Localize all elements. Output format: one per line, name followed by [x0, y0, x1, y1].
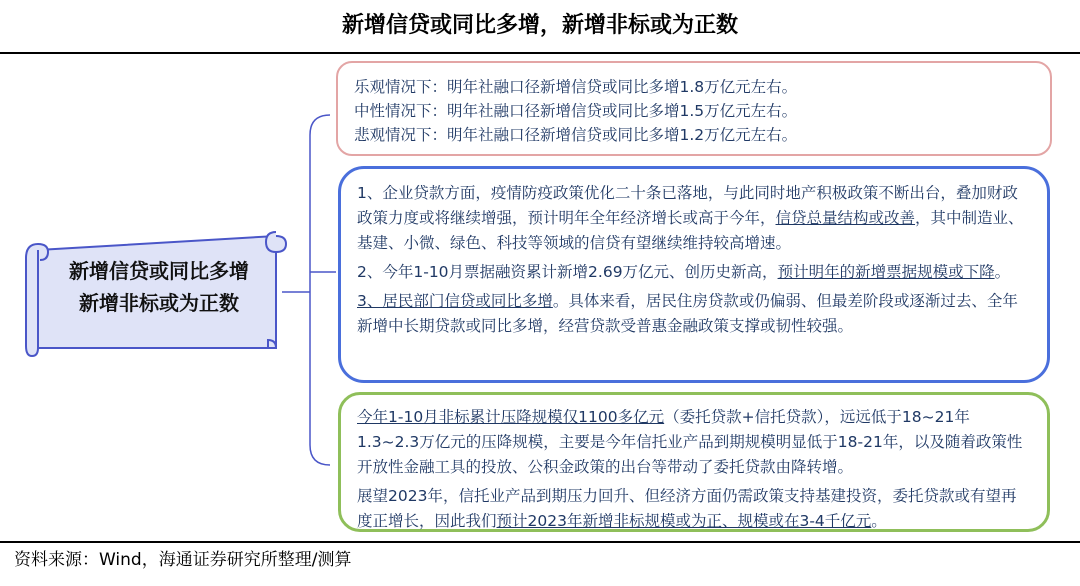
- corporate-loan-paragraph: [357, 181, 1031, 256]
- non-standard-text: （委托贷款+信托贷款），远远低于18~21年1.3~2.3万亿元的压降规模，主要是今年信托业产品到期规模明显低于18-21年，以及随着政策性开放性金融工具的投放、公积金政策的出台等带动了委托贷款由降转增。: [357, 408, 1023, 476]
- corporate-loan-highlight: 信贷总量结构或改善: [775, 209, 916, 227]
- scenario-pessimistic: 悲观情况下：明年社融口径新增信贷或同比多增1.2万亿元左右。: [354, 126, 798, 144]
- bill-financing-text-tail: 。: [994, 263, 1011, 281]
- bill-financing-paragraph: [357, 260, 1031, 285]
- outlook-paragraph: [357, 484, 1031, 534]
- footer-rule: [0, 541, 1080, 543]
- central-topic-line1: 新增信贷或同比多增: [69, 259, 249, 283]
- central-topic-line2: 新增非标或为正数: [79, 291, 239, 315]
- connector-bracket: [310, 115, 330, 465]
- scenario-neutral: 中性情况下：明年社融口径新增信贷或同比多增1.5万亿元左右。: [354, 102, 798, 120]
- outlook-text: 展望2023年，信托业产品到期压力回升、但经济方面仍需政策支持基建投资，委托贷款或有望再度正增长，因此我们: [357, 487, 1017, 530]
- corporate-loan-text: 1、企业贷款方面，疫情防疫政策优化二十条已落地，与此同时地产积极政策不断出台，叠加财政政策力度或将继续增强，预计明年全年经济增长或高于今年，: [357, 184, 1018, 227]
- non-standard-paragraph: [357, 405, 1031, 480]
- household-credit-text: 。具体来看，居民住房贷款或仍偏弱、但最差阶段或逐渐过去、全年新增中长期贷款或同比多增，经营贷款受普惠金融政策支撑或韧性较强。: [357, 292, 1018, 335]
- bill-financing-highlight: 预计明年的新增票据规模或下降: [777, 263, 995, 281]
- central-topic: [44, 255, 274, 319]
- household-credit-paragraph: [357, 289, 1031, 339]
- page-title: 新增信贷或同比多增，新增非标或为正数: [341, 13, 738, 38]
- scenario-optimistic: 乐观情况下：明年社融口径新增信贷或同比多增1.8万亿元左右。: [354, 78, 798, 96]
- credit-analysis-box: [338, 166, 1050, 383]
- non-standard-highlight: 今年1-10月非标累计压降规模仅1100多亿元: [357, 408, 665, 426]
- scenario-box: [336, 61, 1052, 156]
- source-note: 资料来源：Wind，海通证券研究所整理/测算: [14, 550, 352, 570]
- bill-financing-text: 2、今年1-10月票据融资累计新增2.69万亿元、创历史新高，: [357, 263, 778, 281]
- household-credit-highlight: 3、居民部门信贷或同比多增: [357, 292, 553, 310]
- non-standard-box: [338, 392, 1050, 532]
- outlook-text-tail: 。: [871, 512, 887, 530]
- outlook-highlight: 预计2023年新增非标规模或为正、规模或在3-4千亿元: [496, 512, 872, 530]
- corporate-loan-text-tail: ，其中制造业、基建、小微、绿色、科技等领域的信贷有望继续维持较高增速。: [357, 209, 1024, 252]
